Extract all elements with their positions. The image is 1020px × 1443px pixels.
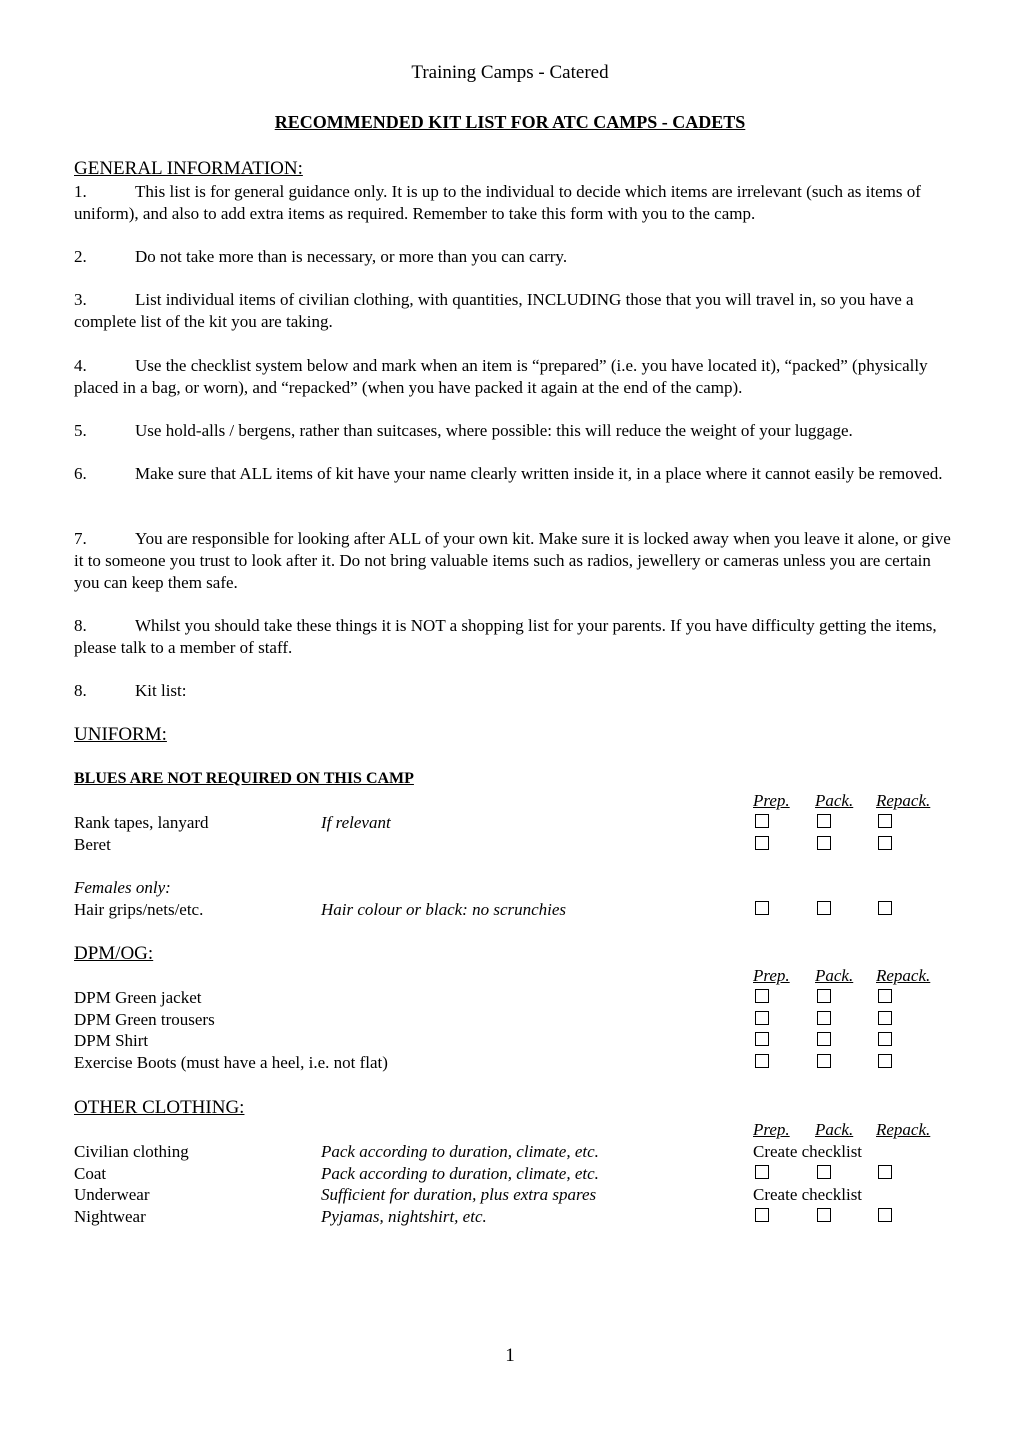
pack-checkbox[interactable]: [817, 836, 831, 850]
create-checklist-text: Create checklist: [753, 1142, 863, 1161]
kit-item-label: Coat: [74, 1164, 107, 1183]
prep-checkbox[interactable]: [755, 836, 769, 850]
prep-checkbox[interactable]: [755, 1165, 769, 1179]
kit-item-note: Pack according to duration, climate, etc.: [321, 1142, 599, 1161]
kit-item-label: DPM Green jacket: [74, 988, 202, 1007]
pack-checkbox[interactable]: [817, 901, 831, 915]
kit-item-label: Rank tapes, lanyard: [74, 813, 209, 832]
pack-checkbox[interactable]: [817, 1054, 831, 1068]
item-text: Use hold-alls / bergens, rather than suitcases, where possible: this will reduce the weight of your luggage.: [135, 421, 853, 440]
blues-not-required-note: BLUES ARE NOT REQUIRED ON THIS CAMP: [74, 770, 414, 787]
item-text: List individual items of civilian clothing, with quantities, INCLUDING those that you will travel in, so you have a complete list of the kit you are taking.: [74, 290, 914, 331]
females-only-label: Females only:: [74, 878, 171, 897]
repack-checkbox[interactable]: [878, 901, 892, 915]
item-number: 4.: [74, 356, 87, 375]
pack-checkbox[interactable]: [817, 1032, 831, 1046]
general-item-2: [74, 246, 954, 268]
repack-checkbox[interactable]: [878, 989, 892, 1003]
general-information-heading: GENERAL INFORMATION:: [74, 158, 303, 179]
repack-checkbox[interactable]: [878, 1208, 892, 1222]
item-text: You are responsible for looking after ALL of your own kit. Make sure it is locked away when you leave it alone, or give it to someone you trust to look after it. Do not bring valuable items such as radios, jewellery or cameras unless you are certain you can keep them safe.: [74, 529, 951, 592]
pack-checkbox[interactable]: [817, 1165, 831, 1179]
repack-checkbox[interactable]: [878, 1054, 892, 1068]
kit-item-note: Pack according to duration, climate, etc.: [321, 1164, 599, 1183]
column-header-repack: Repack.: [876, 966, 931, 985]
pack-checkbox[interactable]: [817, 1208, 831, 1222]
kit-item-label: Civilian clothing: [74, 1142, 189, 1161]
item-number: 8.: [74, 616, 87, 635]
item-text: This list is for general guidance only. It is up to the individual to decide which items are irrelevant (such as items of uniform), and also to add extra items as required. Remember to take this form with you to the camp.: [74, 182, 921, 223]
document-subtitle: RECOMMENDED KIT LIST FOR ATC CAMPS - CADETS: [274, 112, 746, 132]
general-item-5: [74, 420, 954, 442]
prep-checkbox[interactable]: [755, 1054, 769, 1068]
prep-checkbox[interactable]: [755, 901, 769, 915]
kit-item-label: Exercise Boots (must have a heel, i.e. not flat): [74, 1053, 388, 1072]
prep-checkbox[interactable]: [755, 1032, 769, 1046]
item-text: Make sure that ALL items of kit have your name clearly written inside it, in a place where it cannot easily be removed.: [135, 464, 943, 483]
general-item-6: [74, 463, 954, 485]
kit-item-label: Underwear: [74, 1185, 150, 1204]
column-header-pack: Pack.: [815, 1120, 854, 1139]
item-text: Do not take more than is necessary, or more than you can carry.: [135, 247, 568, 266]
pack-checkbox[interactable]: [817, 814, 831, 828]
item-number: 5.: [74, 421, 87, 440]
item-text: Kit list:: [135, 681, 187, 700]
prep-checkbox[interactable]: [755, 814, 769, 828]
other-clothing-heading: OTHER CLOTHING:: [74, 1097, 245, 1118]
item-text: Whilst you should take these things it is NOT a shopping list for your parents. If you have difficulty getting the items, please talk to a member of staff.: [74, 616, 937, 657]
column-header-prep: Prep.: [753, 1120, 790, 1139]
general-item-4: [74, 355, 954, 399]
pack-checkbox[interactable]: [817, 1011, 831, 1025]
general-item-8: [74, 615, 954, 659]
item-text: Use the checklist system below and mark when an item is “prepared” (i.e. you have located it), “packed” (physically placed in a bag, or worn), and “repacked” (when you have packed it again at the end of the camp).: [74, 356, 928, 397]
prep-checkbox[interactable]: [755, 989, 769, 1003]
general-item-kit-list: [74, 680, 954, 702]
kit-item-note: If relevant: [321, 813, 391, 832]
repack-checkbox[interactable]: [878, 836, 892, 850]
prep-checkbox[interactable]: [755, 1011, 769, 1025]
repack-checkbox[interactable]: [878, 1032, 892, 1046]
general-item-1: [74, 181, 954, 225]
kit-item-label: Nightwear: [74, 1207, 146, 1226]
kit-item-label: DPM Shirt: [74, 1031, 149, 1050]
kit-item-note: Pyjamas, nightshirt, etc.: [321, 1207, 487, 1226]
item-number: 3.: [74, 290, 87, 309]
prep-checkbox[interactable]: [755, 1208, 769, 1222]
kit-item-label: Hair grips/nets/etc.: [74, 900, 204, 919]
kit-item-note: Hair colour or black: no scrunchies: [321, 900, 567, 919]
kit-item-label: Beret: [74, 835, 111, 854]
kit-item-label: DPM Green trousers: [74, 1010, 215, 1029]
repack-checkbox[interactable]: [878, 1165, 892, 1179]
repack-checkbox[interactable]: [878, 1011, 892, 1025]
general-item-3: [74, 289, 954, 333]
column-header-repack: Repack.: [876, 1120, 931, 1139]
item-number: 7.: [74, 529, 87, 548]
pack-checkbox[interactable]: [817, 989, 831, 1003]
repack-checkbox[interactable]: [878, 814, 892, 828]
column-header-repack: Repack.: [876, 791, 931, 810]
kit-item-note: Sufficient for duration, plus extra spares: [321, 1185, 597, 1204]
page-title: Training Camps - Catered: [411, 62, 609, 83]
uniform-heading: UNIFORM:: [74, 724, 167, 745]
dpm-heading: DPM/OG:: [74, 943, 154, 964]
general-item-7: [74, 528, 954, 594]
column-header-pack: Pack.: [815, 966, 854, 985]
column-header-pack: Pack.: [815, 791, 854, 810]
item-number: 1.: [74, 182, 87, 201]
create-checklist-text: Create checklist: [753, 1185, 863, 1204]
item-number: 2.: [74, 247, 87, 266]
column-header-prep: Prep.: [753, 966, 790, 985]
item-number: 8.: [74, 681, 87, 700]
column-header-prep: Prep.: [753, 791, 790, 810]
item-number: 6.: [74, 464, 87, 483]
page-number: 1: [505, 1345, 515, 1366]
